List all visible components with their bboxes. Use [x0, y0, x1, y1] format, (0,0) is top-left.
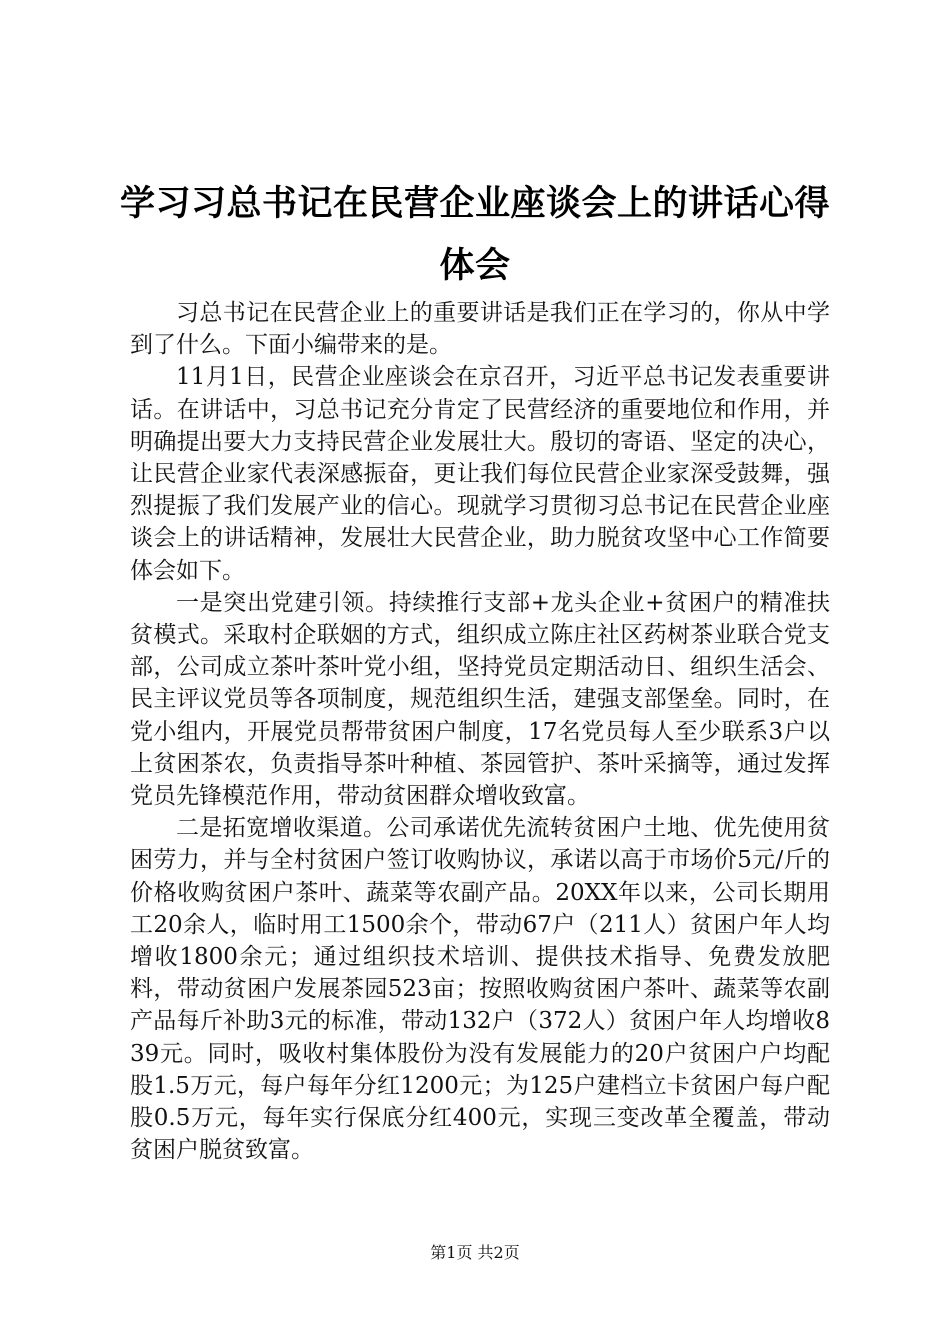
- paragraph-income-channels: 二是拓宽增收渠道。公司承诺优先流转贫困户土地、优先使用贫困劳力，并与全村贫困户签订收购协议，承诺以高于市场价5元/斤的价格收购贫困户茶叶、蔬菜等农副产品。20XX年以来，公司长期用工20余人，临时用工1500余个，带动67户（211人）贫困户年人均增收1800余元；通过组织技术培训、提供技术指导、免费发放肥料，带动贫困户发展茶园523亩；按照收购贫困户茶叶、蔬菜等农副产品每斤补助3元的标准，带动132户（372人）贫困户年人均增收839元。同时，吸收村集体股份为没有发展能力的20户贫困户户均配股1.5万元，每户每年分红1200元；为125户建档立卡贫困户每户配股0.5万元，每年实行保底分红400元，实现三变改革全覆盖，带动贫困户脱贫致富。: [130, 815, 830, 1164]
- paragraph-background: 11月1日，民营企业座谈会在京召开，习近平总书记发表重要讲话。在讲话中，习总书记充分肯定了民营经济的重要地位和作用，并明确提出要大力支持民营企业发展壮大。殷切的寄语、坚定的决心，让民营企业家代表深感振奋，更让我们每位民营企业家深受鼓舞，强烈提振了我们发展产业的信心。现就学习贯彻习总书记在民营企业座谈会上的讲话精神，发展壮大民营企业，助力脱贫攻坚中心工作简要体会如下。: [130, 364, 830, 584]
- paragraph-party-building: 一是突出党建引领。持续推行支部+龙头企业+贫困户的精准扶贫模式。采取村企联姻的方式，组织成立陈庄社区药树茶业联合党支部，公司成立茶叶茶叶党小组，坚持党员定期活动日、组织生活会、民主评议党员等各项制度，规范组织生活，建强支部堡垒。同时，在党小组内，开展党员帮带贫困户制度，17名党员每人至少联系3户以上贫困茶农，负责指导茶叶种植、茶园管护、茶叶采摘等，通过发挥党员先锋模范作用，带动贫困群众增收致富。: [130, 589, 830, 810]
- document-title-line-1: 学习习总书记在民营企业座谈会上的讲话心得: [119, 184, 830, 224]
- document-title-line-2: 体会: [439, 246, 511, 286]
- document-body: [130, 297, 830, 1166]
- paragraph-intro: 习总书记在民营企业上的重要讲话是我们正在学习的，你从中学到了什么。下面小编带来的是。: [130, 300, 830, 359]
- page-number-footer: 第1页 共2页: [430, 1243, 520, 1262]
